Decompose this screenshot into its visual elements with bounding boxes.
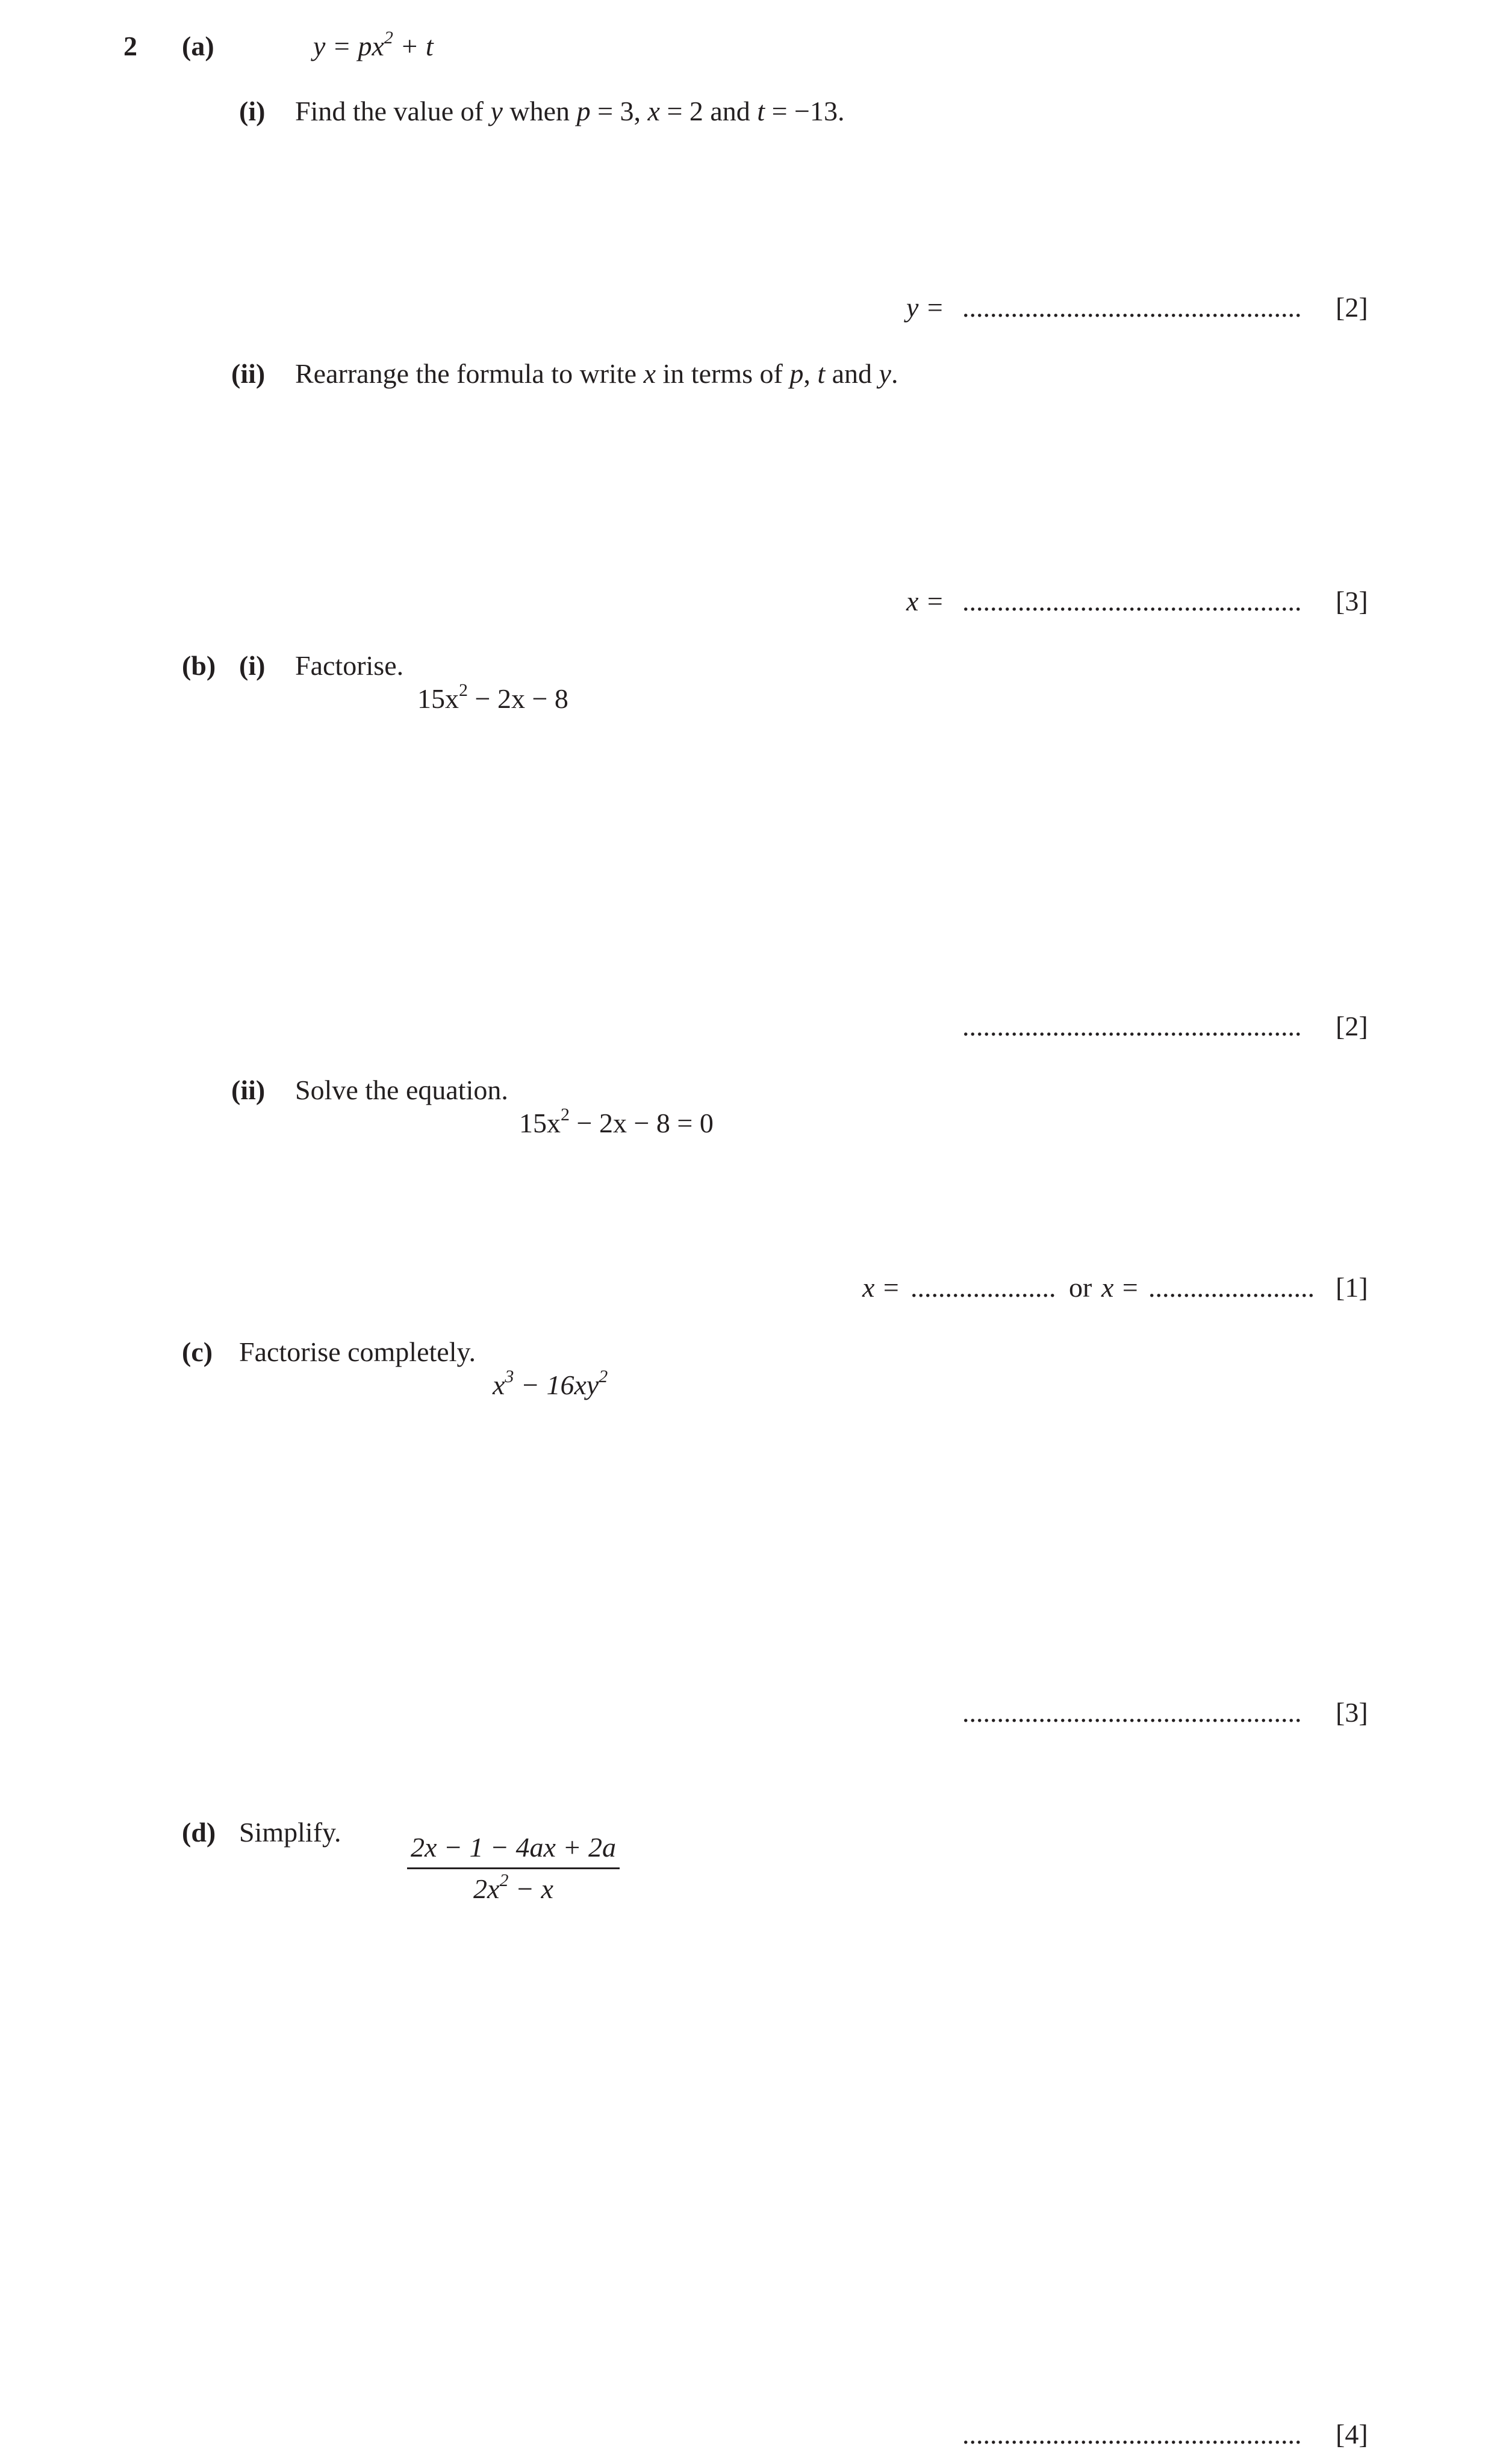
part-c-expression: $x^3 - 16xy^2$ [493,1367,608,1400]
answer-line-a-ii[interactable]: ................................................. [962,588,1302,615]
marks-a-i: [2] [1336,292,1368,323]
part-d-text: Simplify. [239,1817,341,1848]
answer-line-a-i[interactable]: ................................................. [962,294,1302,321]
marks-b-i: [2] [1336,1011,1368,1041]
marks-c: [3] [1336,1697,1368,1728]
part-d-fraction [407,1834,620,1903]
part-a-ii-text: Rearrange the formula to write x in terms of p, t and y. [295,358,898,389]
part-c-label: (c) [182,1336,213,1367]
part-a-i-label: (i) [239,96,266,126]
part-a-label: (a) [182,31,214,61]
fraction-numerator: 2x − 1 − 4ax + 2a [407,1834,620,1869]
marks-d: [4] [1336,2419,1368,2450]
marks-a-ii: [3] [1336,586,1368,616]
part-b-label: (b) [182,650,216,681]
part-b-ii-text: Solve the equation. [295,1075,508,1105]
question-number: 2 [123,31,137,61]
part-b-i-label: (i) [239,650,266,681]
answer-line-b-i[interactable]: ................................................. [962,1013,1302,1040]
marks-b-ii: [1] [1336,1272,1368,1303]
answer-line-c[interactable]: ................................................. [962,1699,1302,1727]
part-b-ii-label: (ii) [231,1075,266,1105]
part-a-ii-label: (ii) [231,358,266,389]
answer-label-x1: x = [862,1272,900,1303]
part-b-i-expression: $15x^2 - 2x - 8$ [417,680,568,714]
fraction-denominator: $2x^2 - x$ [473,1870,553,1904]
part-d-label: (d) [182,1817,216,1848]
part-b-ii-equation: $15x^2 - 2x - 8 = 0$ [519,1105,714,1138]
answer-or: or [1069,1272,1092,1303]
answer-label-y: y = [906,292,944,323]
answer-label-x2: x = [1101,1272,1139,1303]
answer-line-b-ii-second[interactable]: ........................ [1148,1274,1315,1302]
answer-line-b-ii-first[interactable]: ..................... [910,1274,1056,1302]
part-b-i-text: Factorise. [295,650,404,681]
part-a-formula: $y = px^2 + t$ [313,28,434,61]
part-a-i-text: Find the value of y when p = 3, x = 2 and t = −13. [295,96,845,126]
answer-label-x: x = [906,586,944,616]
answer-line-d[interactable]: ................................................. [962,2421,1302,2448]
part-c-text: Factorise completely. [239,1336,476,1367]
